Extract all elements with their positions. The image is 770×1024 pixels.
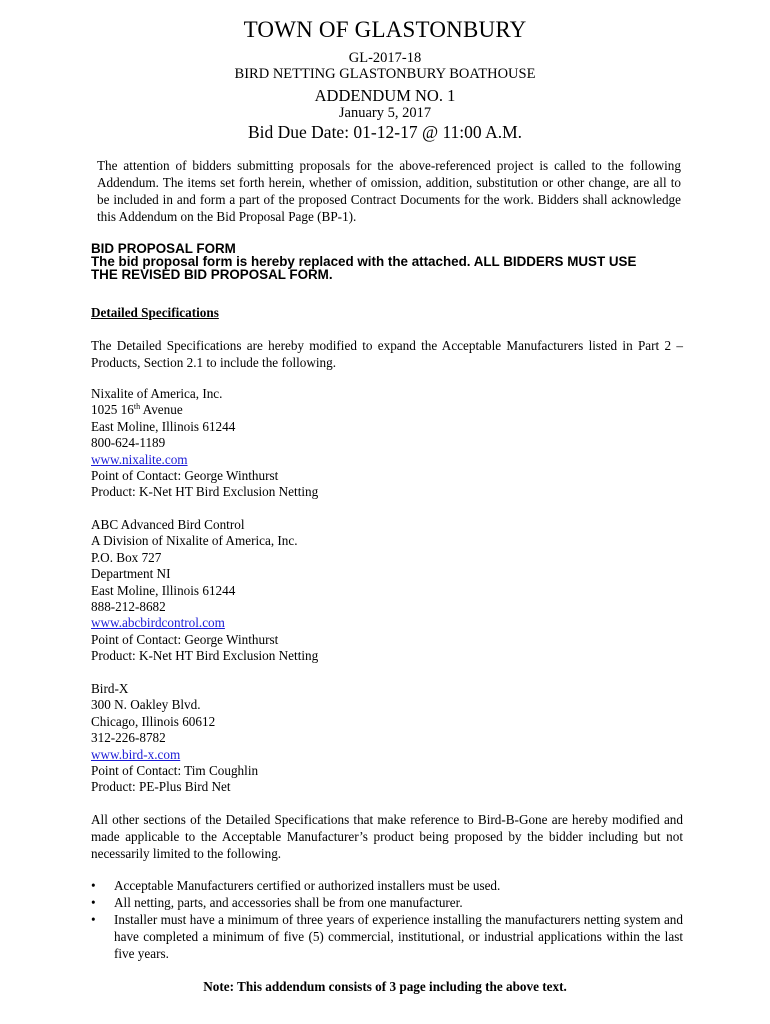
manufacturer-phone: 312-226-8782	[91, 730, 166, 746]
bid-proposal-heading: BID PROPOSAL FORM	[91, 241, 236, 256]
manufacturer-city: East Moline, Illinois 61244	[91, 582, 236, 598]
specs-heading-wrap	[91, 305, 691, 321]
bid-due-date: Bid Due Date: 01-12-17 @ 11:00 A.M.	[247, 122, 523, 142]
manufacturer-division: A Division of Nixalite of America, Inc.	[91, 533, 298, 549]
page-count-note: Note: This addendum consists of 3 page including the above text.	[203, 979, 567, 994]
list-item: • All netting, parts, and accessories shall be from one manufacturer.	[91, 895, 463, 910]
list-item: • Installer must have a minimum of three years of experience installing the manufacturers netting system and have completed a minimum of five (5) commercial, institutional, or industrial applications within the last five years.	[91, 912, 683, 961]
manufacturer-name: Nixalite of America, Inc.	[91, 386, 223, 401]
manufacturer-contact: Point of Contact: Tim Coughlin	[91, 763, 259, 779]
bid-proposal-line-1: The bid proposal form is hereby replaced with the attached. ALL BIDDERS MUST USE	[91, 254, 637, 269]
manufacturer-website-link[interactable]: www.bird-x.com	[91, 746, 181, 762]
manufacturer-address: 300 N. Oakley Blvd.	[91, 697, 201, 713]
manufacturer-bird-x	[91, 681, 691, 796]
manufacturer-po-box: P.O. Box 727	[91, 549, 162, 565]
bid-proposal-line-2: THE REVISED BID PROPOSAL FORM.	[91, 267, 333, 282]
manufacturer-department: Department NI	[91, 566, 171, 582]
other-sections-paragraph: All other sections of the Detailed Specifications that make reference to Bird-B-Gone are hereby modified and made applicable to the Acceptable Manufacturer’s product being proposed by the bidder including but not necessarily limited to the following.	[91, 812, 683, 861]
town-title: TOWN OF GLASTONBURY	[243, 17, 527, 42]
bid-number: GL-2017-18	[348, 50, 422, 66]
manufacturer-city: Chicago, Illinois 60612	[91, 713, 216, 729]
manufacturer-city: East Moline, Illinois 61244	[91, 418, 236, 434]
intro-paragraph: The attention of bidders submitting proposals for the above-referenced project is called to the following Addendum. The items set forth herein, whether of omission, addition, substitution or other change, are all to be included in and form a part of the proposed Contract Documents for the work. Bidders shall acknowledge this Addendum on the Bid Proposal Page (BP-1).	[97, 158, 681, 224]
manufacturer-phone: 888-212-8682	[91, 599, 166, 615]
manufacturer-address: 1025 16th Avenue	[91, 402, 183, 418]
bullet-icon: •	[91, 912, 96, 927]
specs-intro: The Detailed Specifications are hereby modified to expand the Acceptable Manufacturers listed in Part 2 – Products, Section 2.1 to include the following.	[91, 338, 683, 370]
requirements-list	[91, 877, 683, 962]
list-item: • Acceptable Manufacturers certified or authorized installers must be used.	[91, 878, 501, 893]
manufacturer-website-link[interactable]: www.abcbirdcontrol.com	[91, 615, 225, 631]
manufacturer-contact: Point of Contact: George Winthurst	[91, 468, 279, 484]
addendum-title: ADDENDUM NO. 1	[314, 86, 456, 105]
bullet-icon: •	[91, 895, 96, 910]
manufacturer-phone: 800-624-1189	[91, 435, 166, 451]
manufacturer-contact: Point of Contact: George Winthurst	[91, 631, 279, 647]
manufacturer-product: Product: K-Net HT Bird Exclusion Netting	[91, 648, 319, 664]
manufacturer-nixalite	[91, 386, 691, 501]
manufacturer-website-link[interactable]: www.nixalite.com	[91, 451, 188, 467]
manufacturer-product: Product: PE-Plus Bird Net	[91, 779, 231, 795]
addendum-date: January 5, 2017	[338, 105, 432, 121]
manufacturer-product: Product: K-Net HT Bird Exclusion Netting	[91, 484, 319, 500]
bid-proposal-section	[91, 242, 691, 281]
project-title: BIRD NETTING GLASTONBURY BOATHOUSE	[234, 66, 536, 82]
bullet-icon: •	[91, 878, 96, 893]
manufacturer-name: Bird-X	[91, 681, 129, 696]
manufacturer-name: ABC Advanced Bird Control	[91, 517, 245, 532]
specs-heading: Detailed Specifications	[91, 305, 219, 320]
manufacturer-abc	[91, 517, 691, 665]
